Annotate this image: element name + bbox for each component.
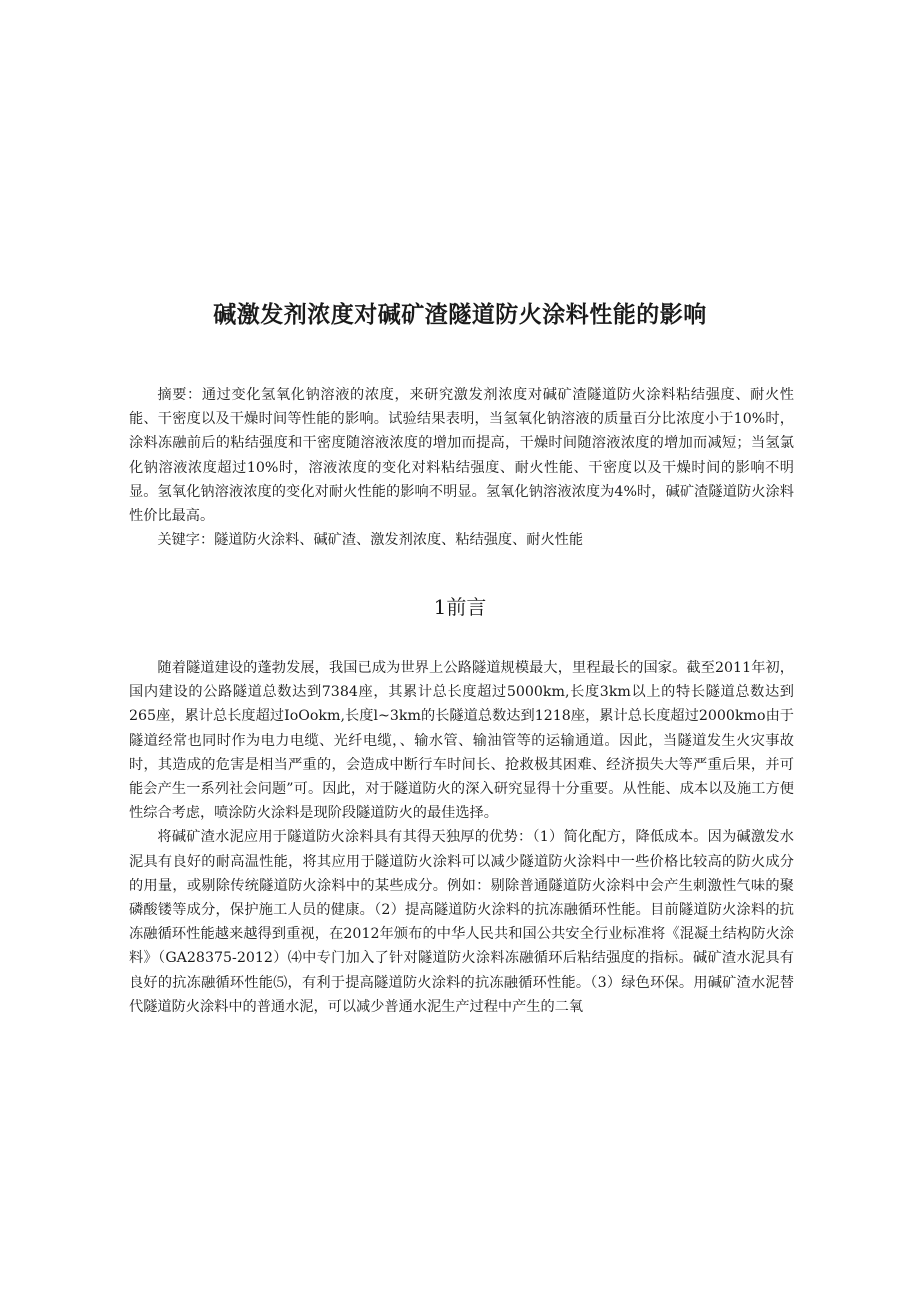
introduction-body <box>129 656 794 1019</box>
section-heading-introduction: 1前言 <box>433 595 487 619</box>
body-paragraph: 随着隧道建设的蓬勃发展，我国已成为世界上公路隧道规模最大，里程最长的国家。截至2011年初，国内建设的公路隧道总数达到7384座，其累计总长度超过5000km,长度3km以上的特长隧道总数达到265座，累计总长度超过IoOokm,长度l~3km的长隧道总数达到1218座，累计总长度超过2000kmo由于隧道经常也同时作为电力电缆、光纤电缆，、输水管、输油管等的运输通道。因此，当隧道发生火灾事故时，其造成的危害是相当严重的，会造成中断行车时间长、抢救极其困难、经济损失大等严重后果，并可能会产生一系列社会问题”可。因此，对于隧道防火的深入研究显得十分重要。从性能、成本以及施工方便性综合考虑，喷涂防火涂料是现阶段隧道防火的最佳选择。 <box>129 660 794 822</box>
keywords-line: 关键字：隧道防火涂料、碱矿渣、激发剂浓度、粘结强度、耐火性能 <box>157 532 584 549</box>
abstract-section <box>129 383 794 552</box>
abstract-paragraph: 摘要：通过变化氢氧化钠溶液的浓度，来研究激发剂浓度对碱矿渣隧道防火涂料粘结强度、耐火性能、干密度以及干燥时间等性能的影响。试验结果表明，当氢氧化钠溶液的质量百分比浓度小于10%时，涂料冻融前后的粘结强度和干密度随溶液浓度的增加而提高，干燥时间随溶液浓度的增加而减短；当氢氯化钠溶液浓度超过10%时，溶液浓度的变化对料粘结强度、耐火性能、干密度以及干燥时间的影响不明显。氢氧化钠溶液浓度的变化对耐火性能的影响不明显。氢氧化钠溶液浓度为4%时，碱矿渣隧道防火涂料性价比最高。 <box>129 387 794 525</box>
paper-title: 碱激发剂浓度对碱矿渣隧道防火涂料性能的影响 <box>213 302 707 328</box>
body-paragraph: 将碱矿渣水泥应用于隧道防火涂料具有其得天独厚的优势：（1）简化配方，降低成本。因为碱激发水泥具有良好的耐高温性能，将其应用于隧道防火涂料可以减少隧道防火涂料中一些价格比较高的防火成分的用量，或剔除传统隧道防火涂料中的某些成分。例如：剔除普通隧道防火涂料中会产生刺激性气味的聚磷酸镂等成分，保护施工人员的健康。（2）提高隧道防火涂料的抗冻融循环性能。目前隧道防火涂料的抗冻融循环性能越来越得到重视，在2012年颁布的中华人民共和国公共安全行业标准将《混凝土结构防火涂料》（GA28375-2012）⑷中专门加入了针对隧道防火涂料冻融循环后粘结强度的指标。碱矿渣水泥具有良好的抗冻融循环性能⑸，有利于提高隧道防火涂料的抗冻融循环性能。（3）绿色环保。用碱矿渣水泥替代隧道防火涂料中的普通水泥，可以减少普通水泥生产过程中产生的二氧 <box>129 829 794 1015</box>
